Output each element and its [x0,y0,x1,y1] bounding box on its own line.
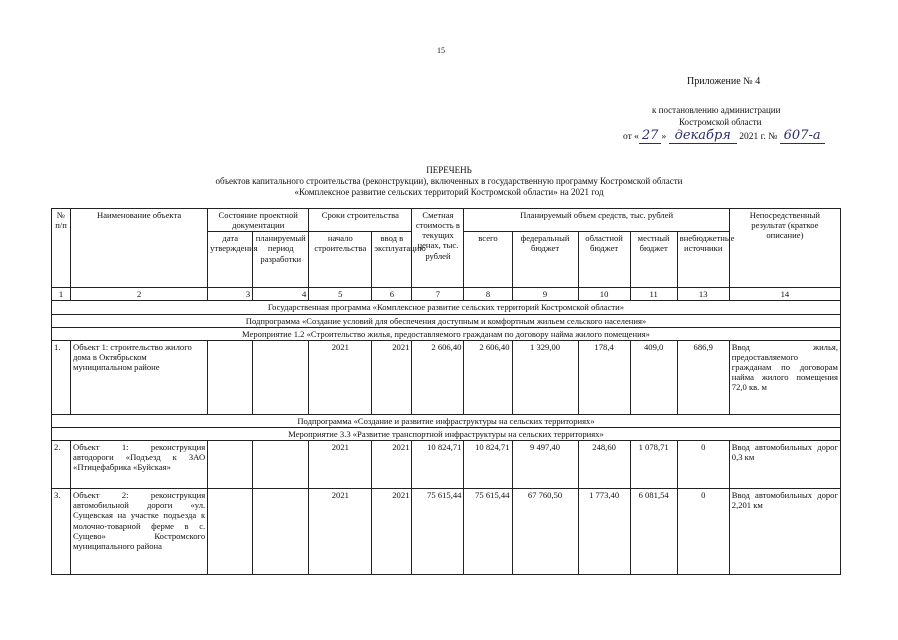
row-date [208,340,253,414]
header-cost: Сметная стоимость в текущих ценах, тыс. рублей [412,209,464,288]
row-date [208,489,253,575]
row-total: 2 606,40 [464,340,512,414]
header-total: всего [464,232,512,288]
row-num: 1. [52,340,71,414]
col-number: 11 [630,288,677,301]
col-number: 1 [52,288,71,301]
row-local: 409,0 [630,340,677,414]
row-local: 1 078,71 [630,441,677,489]
subprogram-row: Подпрограмма «Создание условий для обеспечения доступным и комфортным жильем сельского населения» [52,314,841,327]
resolution-line-2: Костромской области [679,117,762,127]
row-extra: 0 [677,489,729,575]
row-regional: 1 773,40 [578,489,630,575]
column-numbers-row [52,288,841,301]
row-name: Объект 1: реконструкция автодороги «Подъезд к ЗАО «Птицефабрика «Буйская» [71,441,208,489]
document-title: ПЕРЕЧЕНЬ [426,165,472,175]
row-plan [253,340,309,414]
row-extra: 686,9 [677,340,729,414]
document-subtitle-1: объектов капитального строительства (реконструкции), включенных в государственную программу Костромской области [215,176,683,186]
document-subtitle-2: «Комплексное развитие сельских территорий Костромской области» на 2021 год [294,187,604,197]
row-federal: 9 497,40 [512,441,578,489]
col-number: 9 [512,288,578,301]
header-docs-plan: планируемый период разработки [253,232,309,288]
table-row [52,489,841,575]
header-planned: Планируемый объем средств, тыс. рублей [464,209,729,232]
objects-table [51,208,841,575]
row-plan [253,489,309,575]
row-cost: 75 615,44 [412,489,464,575]
resolution-year: 2021 г. № [739,132,778,142]
header-terms: Сроки строительства [309,209,412,232]
header-extra: внебюджетные источники [677,232,729,288]
row-regional: 178,4 [578,340,630,414]
measure-row: Мероприятие 1.2 «Строительство жилья, предоставляемого гражданам по договору найма жилого помещения» [52,327,841,340]
row-start: 2021 [309,340,372,414]
row-result: Ввод автомобильных дорог 0,3 км [729,441,840,489]
row-plan [253,441,309,489]
header-name: Наименование объекта [71,209,208,288]
row-total: 75 615,44 [464,489,512,575]
row-local: 6 081,54 [630,489,677,575]
row-total: 10 824,71 [464,441,512,489]
resolution-line-1: к постановлению администрации [652,105,781,115]
row-cost: 2 606,40 [412,340,464,414]
handwritten-day: 27 [639,128,662,144]
row-federal: 1 329,00 [512,340,578,414]
row-num: 2. [52,441,71,489]
row-date [208,441,253,489]
header-docs-date: дата утверждения [208,232,253,288]
subprogram-row: Подпрограмма «Создание и развитие инфраструктуры на сельских территориях» [52,414,841,427]
resolution-date-line [623,128,825,144]
row-start: 2021 [309,441,372,489]
header-regional: областной бюджет [578,232,630,288]
header-num: № п/п [52,209,71,288]
appendix-label: Приложение № 4 [687,76,761,87]
header-federal: федеральный бюджет [512,232,578,288]
col-number: 14 [729,288,840,301]
col-number: 4 [253,288,309,301]
row-commission: 2021 [372,489,412,575]
resolution-from: от « [623,132,639,142]
row-commission: 2021 [372,441,412,489]
header-row-1 [52,209,841,232]
row-result: Ввод автомобильных дорог 2,201 км [729,489,840,575]
header-local: местный бюджет [630,232,677,288]
row-name: Объект 1: строительство жилого дома в Октябрьском муниципальном районе [71,340,208,414]
page-number: 15 [437,46,445,55]
handwritten-number: 607-а [780,128,825,144]
row-commission: 2021 [372,340,412,414]
col-number: 2 [71,288,208,301]
col-number: 6 [372,288,412,301]
program-row: Государственная программа «Комплексное развитие сельских территорий Костромской области» [52,301,841,314]
header-result: Непосредственный результат (краткое описание) [729,209,840,288]
row-federal: 67 760,50 [512,489,578,575]
col-number: 7 [412,288,464,301]
row-num: 3. [52,489,71,575]
row-name: Объект 2: реконструкция автомобильной дороги «ул. Сущевская на участке подъезда к молочно-товарной ферме в с. Сущево» Костромского муниципального района [71,489,208,575]
row-regional: 248,60 [578,441,630,489]
row-cost: 10 824,71 [412,441,464,489]
header-terms-start: начало строительства [309,232,372,288]
col-number: 13 [677,288,729,301]
row-extra: 0 [677,441,729,489]
table-row [52,340,841,414]
resolution-sep: » [661,132,667,142]
col-number: 3 [208,288,253,301]
measure-row: Мероприятие 3.3 «Развитие транспортной инфраструктуры на сельских территориях» [52,427,841,440]
table-row [52,441,841,489]
col-number: 8 [464,288,512,301]
header-terms-commission: ввод в эксплуатацию [372,232,412,288]
header-docs: Состояние проектной документации [208,209,309,232]
col-number: 10 [578,288,630,301]
col-number: 5 [309,288,372,301]
row-start: 2021 [309,489,372,575]
handwritten-month: декабря [669,128,737,144]
row-result: Ввод жилья, предоставляемого гражданам по договорам найма жилого помещения 72,0 кв. м [729,340,840,414]
